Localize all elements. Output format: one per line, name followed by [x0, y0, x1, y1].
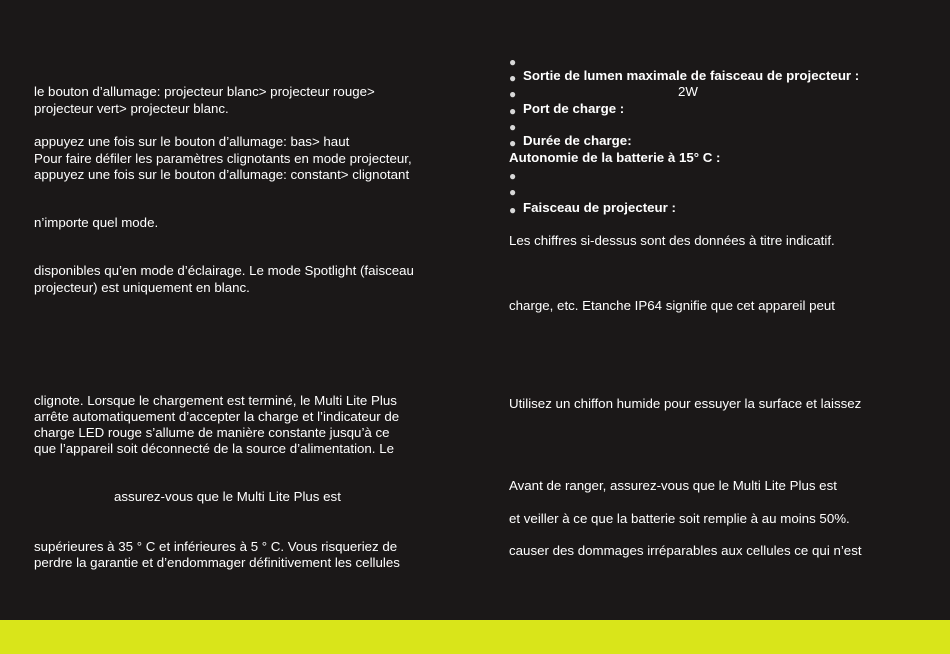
- storage-text-1: Avant de ranger, assurez-vous que le Multi Lite Plus est: [509, 478, 837, 493]
- disclaimer-text: Les chiffres si-dessus sont des données à titre indicatif.: [509, 233, 835, 248]
- lumen-output-label: Sortie de lumen maximale de faisceau de projecteur :: [523, 68, 860, 83]
- storage-text-2: et veiller à ce que la batterie soit remplie à au moins 50%.: [509, 511, 850, 526]
- charging-text-4: que l’appareil soit déconnecté de la source d’alimentation. Le: [34, 441, 394, 456]
- spec-bullet: ●: [509, 104, 517, 118]
- flash-settings-text-cont: appuyez une fois sur le bouton d’allumage: constant> clignotant: [34, 167, 410, 182]
- spec-bullet: ●: [509, 203, 517, 217]
- power-button-cycle-text-cont: projecteur vert> projecteur blanc.: [34, 101, 229, 116]
- cleaning-text: Utilisez un chiffon humide pour essuyer la surface et laissez: [509, 396, 862, 411]
- any-mode-text: n’importe quel mode.: [34, 215, 159, 230]
- spotlight-note-text-cont: projecteur) est uniquement en blanc.: [34, 280, 250, 295]
- temperature-text-1: supérieures à 35 ° C et inférieures à 5 ° C. Vous risqueriez de: [34, 539, 398, 554]
- storage-text-3: causer des dommages irréparables aux cellules ce qui n’est: [509, 543, 862, 558]
- charging-text-2: arrête automatiquement d’accepter la charge et l’indicateur de: [34, 409, 400, 424]
- charging-text-1: clignote. Lorsque le chargement est terminé, le Multi Lite Plus: [34, 393, 397, 408]
- spec-bullet: ●: [509, 120, 517, 134]
- ip64-text: charge, etc. Etanche IP64 signifie que cet appareil peut: [509, 298, 835, 313]
- spotlight-note-text: disponibles qu’en mode d’éclairage. Le mode Spotlight (faisceau: [34, 263, 414, 278]
- ensure-note-text: assurez-vous que le Multi Lite Plus est: [114, 489, 341, 504]
- battery-autonomy-label: Autonomie de la batterie à 15° C :: [509, 150, 721, 165]
- charging-text-3: charge LED rouge s’allume de manière constante jusqu’à ce: [34, 425, 390, 440]
- footer-accent-bar: [0, 620, 950, 654]
- lumen-output-value: 2W: [678, 84, 698, 99]
- spec-bullet: ●: [509, 185, 517, 199]
- brightness-toggle-text: appuyez une fois sur le bouton d’allumage: bas> haut: [34, 134, 350, 149]
- temperature-text-2: perdre la garantie et d’endommager définitivement les cellules: [34, 555, 400, 570]
- spec-bullet: ●: [509, 87, 517, 101]
- charging-port-label: Port de charge :: [523, 101, 625, 116]
- charge-time-label: Durée de charge:: [523, 133, 632, 148]
- spotlight-beam-label: Faisceau de projecteur :: [523, 200, 676, 215]
- power-button-cycle-text: le bouton d’allumage: projecteur blanc> projecteur rouge>: [34, 84, 375, 99]
- spec-bullet: ●: [509, 55, 517, 69]
- spec-bullet: ●: [509, 169, 517, 183]
- spec-bullet: ●: [509, 71, 517, 85]
- spec-bullet: ●: [509, 136, 517, 150]
- flash-settings-text: Pour faire défiler les paramètres clignotants en mode projecteur,: [34, 151, 412, 166]
